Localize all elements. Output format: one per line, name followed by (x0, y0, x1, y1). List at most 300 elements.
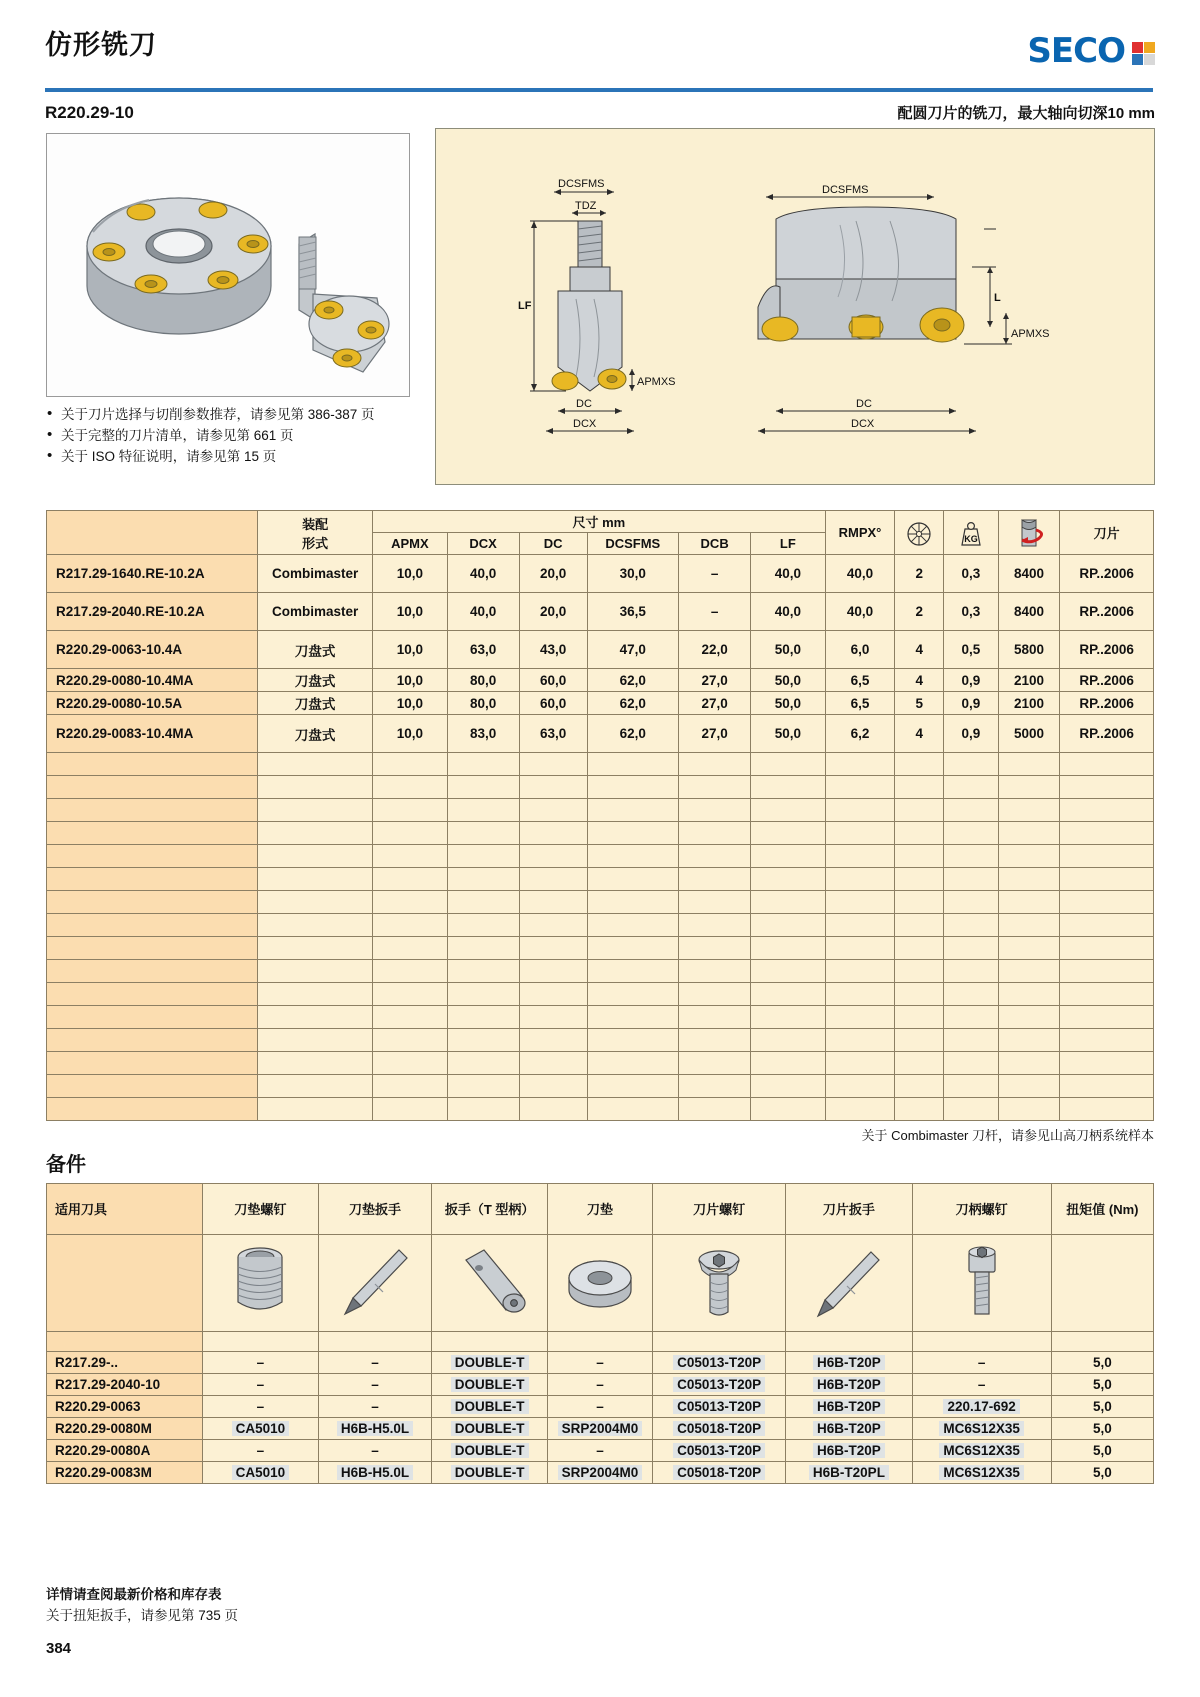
cell-empty (895, 937, 943, 960)
cell-apmx: 10,0 (373, 715, 447, 753)
cell-torque: 5,0 (1051, 1374, 1153, 1396)
cell-kg: 0,3 (943, 593, 998, 631)
cell-tool: R220.29-0080M (47, 1418, 203, 1440)
sp-spacer-cell (652, 1332, 785, 1352)
cell-empty (447, 1052, 519, 1075)
cell-rmpx: 6,5 (825, 669, 895, 692)
cell-insert_screw (652, 1418, 785, 1440)
spare-parts-row[interactable] (47, 1396, 1154, 1418)
cell-empty (998, 753, 1059, 776)
table-row-empty (47, 937, 1154, 960)
cell-insert_wrench (786, 1352, 912, 1374)
cell-empty (679, 1029, 751, 1052)
cell-empty (751, 1052, 825, 1075)
cell-empty (751, 776, 825, 799)
cell-model: R220.29-0083-10.4MA (47, 715, 258, 753)
cell-dcb: – (679, 593, 751, 631)
cell-empty (447, 822, 519, 845)
cell-empty (373, 799, 447, 822)
cell-rpm: 5800 (998, 631, 1059, 669)
cell-empty (373, 983, 447, 1006)
cell-empty (825, 845, 895, 868)
cell-empty (587, 960, 679, 983)
part-number: H6B-H5.0L (337, 1465, 413, 1480)
cell-empty (519, 1075, 587, 1098)
cell-empty (519, 1029, 587, 1052)
model-number: R220.29-10 (45, 103, 134, 122)
cell-empty (751, 914, 825, 937)
col-header-mount (258, 511, 373, 555)
cell-model: R217.29-1640.RE-10.2A (47, 555, 258, 593)
cell-shim_screw: – (203, 1352, 319, 1374)
cell-empty (519, 845, 587, 868)
cell-empty (943, 753, 998, 776)
sp-col-holder-screw: 刀柄螺钉 (912, 1184, 1051, 1235)
cell-empty (373, 914, 447, 937)
cell-dc: 60,0 (519, 692, 587, 715)
cell-empty (751, 753, 825, 776)
svg-text:APMXS: APMXS (1011, 328, 1050, 340)
sp-icon-blank (47, 1235, 203, 1332)
cell-insert: RP..2006 (1060, 593, 1154, 631)
cell-empty (373, 776, 447, 799)
cell-empty (998, 891, 1059, 914)
spare-parts-table (46, 1183, 1154, 1484)
cell-tool: R220.29-0063 (47, 1396, 203, 1418)
table-row-empty (47, 776, 1154, 799)
cell-empty (825, 753, 895, 776)
part-number: H6B-T20P (813, 1399, 885, 1414)
cell-empty (895, 868, 943, 891)
table-row-empty (47, 1098, 1154, 1121)
cell-dcx: 80,0 (447, 692, 519, 715)
cell-shim: – (547, 1374, 652, 1396)
cell-empty (258, 1006, 373, 1029)
cell-torque: 5,0 (1051, 1462, 1153, 1484)
cell-empty (943, 960, 998, 983)
table-row[interactable] (47, 715, 1154, 753)
spare-parts-row[interactable] (47, 1462, 1154, 1484)
col-header-insert: 刀片 (1060, 511, 1154, 555)
cell-shim_wrench: – (318, 1374, 432, 1396)
cell-empty (1060, 891, 1154, 914)
cell-empty (751, 983, 825, 1006)
cell-kg: 0,9 (943, 715, 998, 753)
cell-empty (751, 891, 825, 914)
cell-insert: RP..2006 (1060, 669, 1154, 692)
cell-empty (447, 1098, 519, 1121)
cell-empty (373, 822, 447, 845)
cell-empty (895, 891, 943, 914)
cell-empty (679, 1075, 751, 1098)
cell-empty (47, 845, 258, 868)
cell-apmx: 10,0 (373, 555, 447, 593)
page-footer (46, 1584, 238, 1626)
logo-squares-icon (1132, 42, 1155, 65)
cell-kg: 0,9 (943, 692, 998, 715)
cell-insert_screw (652, 1440, 785, 1462)
cell-empty (447, 1075, 519, 1098)
cell-empty (825, 868, 895, 891)
cell-empty (587, 891, 679, 914)
cell-empty (519, 1052, 587, 1075)
sub-header (45, 102, 1155, 123)
cell-dcsfms: 47,0 (587, 631, 679, 669)
cell-t_wrench (432, 1396, 548, 1418)
cell-shim_screw: – (203, 1374, 319, 1396)
cell-empty (587, 1098, 679, 1121)
part-number: DOUBLE-T (451, 1443, 529, 1458)
cell-insert_screw (652, 1374, 785, 1396)
note-item: • 关于完整的刀片清单，请参见第 661 页 (46, 425, 436, 446)
cell-shim_wrench: – (318, 1352, 432, 1374)
part-number: DOUBLE-T (451, 1377, 529, 1392)
cell-empty (519, 983, 587, 1006)
table-row[interactable] (47, 669, 1154, 692)
cell-holder_screw (912, 1440, 1051, 1462)
cell-empty (587, 1075, 679, 1098)
cell-empty (373, 1098, 447, 1121)
cell-torque: 5,0 (1051, 1418, 1153, 1440)
svg-text:TDZ: TDZ (575, 200, 597, 212)
specification-table (46, 510, 1154, 1121)
cell-empty (47, 868, 258, 891)
footer-line-1: 详情请查阅最新价格和库存表 (46, 1587, 222, 1602)
cell-empty (895, 1075, 943, 1098)
spare-parts-row[interactable] (47, 1352, 1154, 1374)
cell-kg: 0,9 (943, 669, 998, 692)
cell-dcsfms: 62,0 (587, 715, 679, 753)
cell-empty (519, 937, 587, 960)
cell-shim_wrench (318, 1462, 432, 1484)
sp-col-t-wrench: 扳手（T 型柄） (432, 1184, 548, 1235)
spare-parts-row[interactable] (47, 1374, 1154, 1396)
cell-empty (258, 822, 373, 845)
table-row-empty (47, 960, 1154, 983)
insert-screw-icon (652, 1235, 785, 1332)
technical-diagram (435, 128, 1155, 485)
cell-shim_wrench: – (318, 1440, 432, 1462)
sp-col-tool: 适用刀具 (47, 1184, 203, 1235)
svg-text:DC: DC (576, 398, 592, 410)
cell-empty (998, 822, 1059, 845)
shim-icon (547, 1235, 652, 1332)
sp-col-shim: 刀垫 (547, 1184, 652, 1235)
cell-empty (258, 960, 373, 983)
cell-empty (679, 1098, 751, 1121)
spare-parts-header-row (47, 1184, 1154, 1235)
cell-tool: R220.29-0080A (47, 1440, 203, 1462)
cell-empty (825, 1006, 895, 1029)
col-header-rmpx: RMPX° (825, 511, 895, 555)
cell-teeth: 2 (895, 593, 943, 631)
cell-empty (825, 1075, 895, 1098)
cell-empty (1060, 868, 1154, 891)
cell-empty (943, 868, 998, 891)
cell-dc: 60,0 (519, 669, 587, 692)
cell-empty (447, 1006, 519, 1029)
col-header-model (47, 511, 258, 555)
cell-holder_screw (912, 1396, 1051, 1418)
cell-empty (47, 1052, 258, 1075)
cell-empty (1060, 1029, 1154, 1052)
cell-empty (373, 753, 447, 776)
cell-empty (587, 776, 679, 799)
cell-empty (587, 845, 679, 868)
cell-empty (258, 776, 373, 799)
cell-empty (1060, 1006, 1154, 1029)
cell-empty (447, 799, 519, 822)
cell-lf: 50,0 (751, 631, 825, 669)
cell-mount: Combimaster (258, 593, 373, 631)
cell-empty (679, 822, 751, 845)
sp-col-shim-screw: 刀垫螺钉 (203, 1184, 319, 1235)
part-number: MC6S12X35 (939, 1421, 1024, 1436)
cell-empty (895, 776, 943, 799)
cell-t_wrench (432, 1418, 548, 1440)
cell-empty (519, 960, 587, 983)
cell-empty (1060, 983, 1154, 1006)
cell-empty (943, 1006, 998, 1029)
cell-empty (47, 1075, 258, 1098)
spare-parts-row[interactable] (47, 1418, 1154, 1440)
cell-empty (998, 776, 1059, 799)
cell-empty (373, 845, 447, 868)
table-row-empty (47, 1029, 1154, 1052)
page-header (45, 32, 1155, 59)
cell-rmpx: 40,0 (825, 593, 895, 631)
cell-empty (447, 891, 519, 914)
rpm-icon (999, 516, 1059, 550)
mount-label-line1: 装配 (302, 516, 329, 532)
cell-dcx: 40,0 (447, 593, 519, 631)
cell-dcx: 83,0 (447, 715, 519, 753)
cell-empty (519, 1006, 587, 1029)
sp-spacer-cell (786, 1332, 912, 1352)
part-number: C05013-T20P (673, 1399, 765, 1414)
svg-text:L: L (994, 292, 1001, 304)
cell-empty (587, 1006, 679, 1029)
cell-mount: 刀盘式 (258, 715, 373, 753)
cell-dcsfms: 62,0 (587, 692, 679, 715)
cell-empty (587, 799, 679, 822)
cell-rpm: 8400 (998, 593, 1059, 631)
cell-empty (943, 822, 998, 845)
cell-empty (373, 1075, 447, 1098)
cell-mount: 刀盘式 (258, 669, 373, 692)
cell-lf: 40,0 (751, 593, 825, 631)
cell-mount: 刀盘式 (258, 631, 373, 669)
cell-empty (895, 1006, 943, 1029)
cell-empty (47, 1029, 258, 1052)
part-number: C05013-T20P (673, 1377, 765, 1392)
cell-empty (258, 799, 373, 822)
cell-empty (47, 822, 258, 845)
table-row[interactable] (47, 631, 1154, 669)
cell-empty (519, 914, 587, 937)
cell-t_wrench (432, 1352, 548, 1374)
cell-empty (258, 891, 373, 914)
cell-empty (895, 1098, 943, 1121)
cell-torque: 5,0 (1051, 1396, 1153, 1418)
cell-insert_wrench (786, 1462, 912, 1484)
cell-shim_screw (203, 1418, 319, 1440)
part-number: CA5010 (232, 1465, 290, 1480)
cell-lf: 50,0 (751, 692, 825, 715)
cell-mount: 刀盘式 (258, 692, 373, 715)
cell-empty (751, 1075, 825, 1098)
cell-empty (258, 937, 373, 960)
cell-dcb: 27,0 (679, 669, 751, 692)
cell-rpm: 2100 (998, 692, 1059, 715)
spare-parts-body (47, 1352, 1154, 1484)
page-number: 384 (46, 1640, 72, 1657)
cell-empty (998, 1006, 1059, 1029)
cell-empty (751, 960, 825, 983)
cell-empty (447, 960, 519, 983)
cell-empty (998, 960, 1059, 983)
cell-empty (679, 960, 751, 983)
cell-empty (258, 1029, 373, 1052)
cell-dcsfms: 62,0 (587, 669, 679, 692)
cell-dcsfms: 30,0 (587, 555, 679, 593)
holder-screw-icon (912, 1235, 1051, 1332)
cell-empty (587, 1052, 679, 1075)
cell-empty (258, 1098, 373, 1121)
cell-kg: 0,3 (943, 555, 998, 593)
cell-insert: RP..2006 (1060, 715, 1154, 753)
cell-empty (1060, 845, 1154, 868)
cell-empty (447, 937, 519, 960)
sp-icon-blank-torque (1051, 1235, 1153, 1332)
cell-shim_screw: – (203, 1440, 319, 1462)
cell-shim (547, 1418, 652, 1440)
spare-parts-row[interactable] (47, 1440, 1154, 1462)
cell-empty (587, 753, 679, 776)
col-header-dcx: DCX (447, 533, 519, 555)
cell-empty (373, 1029, 447, 1052)
cell-empty (679, 799, 751, 822)
cell-dcx: 80,0 (447, 669, 519, 692)
svg-text:LF: LF (518, 300, 532, 312)
cell-model: R217.29-2040.RE-10.2A (47, 593, 258, 631)
cell-torque: 5,0 (1051, 1352, 1153, 1374)
cell-dc: 20,0 (519, 555, 587, 593)
col-header-apmx: APMX (373, 533, 447, 555)
cell-apmx: 10,0 (373, 692, 447, 715)
cell-empty (679, 1006, 751, 1029)
seco-logo (1027, 31, 1155, 71)
cell-empty (373, 1006, 447, 1029)
cell-empty (751, 868, 825, 891)
part-number: CA5010 (232, 1421, 290, 1436)
col-header-rpm (998, 511, 1059, 555)
svg-text:DCX: DCX (851, 418, 875, 430)
cell-kg: 0,5 (943, 631, 998, 669)
col-header-dcsfms: DCSFMS (587, 533, 679, 555)
cell-empty (373, 937, 447, 960)
sp-spacer-cell (912, 1332, 1051, 1352)
product-description: 配圆刀片的铣刀，最大轴向切深10 mm (897, 105, 1155, 122)
cell-empty (587, 1029, 679, 1052)
cell-empty (998, 1052, 1059, 1075)
cell-teeth: 4 (895, 669, 943, 692)
teeth-icon (895, 518, 942, 548)
svg-text:DC: DC (856, 398, 872, 410)
cell-shim_wrench (318, 1418, 432, 1440)
cell-empty (751, 845, 825, 868)
part-number: SRP2004M0 (558, 1465, 643, 1480)
kg-icon (944, 518, 998, 548)
cell-empty (825, 776, 895, 799)
cell-dcb: 22,0 (679, 631, 751, 669)
table-row[interactable] (47, 692, 1154, 715)
cell-insert: RP..2006 (1060, 631, 1154, 669)
cell-shim: – (547, 1396, 652, 1418)
cell-empty (825, 822, 895, 845)
cell-empty (751, 1098, 825, 1121)
cell-empty (998, 983, 1059, 1006)
cell-dc: 63,0 (519, 715, 587, 753)
table-row[interactable] (47, 593, 1154, 631)
cell-empty (998, 914, 1059, 937)
cell-empty (519, 891, 587, 914)
cell-empty (825, 891, 895, 914)
cell-empty (943, 937, 998, 960)
table-row-empty (47, 914, 1154, 937)
note-item: • 关于刀片选择与切削参数推荐，请参见第 386-387 页 (46, 404, 436, 425)
cell-empty (825, 983, 895, 1006)
cell-holder_screw: – (912, 1374, 1051, 1396)
cell-empty (943, 983, 998, 1006)
cell-dcb: – (679, 555, 751, 593)
cell-empty (943, 799, 998, 822)
cell-empty (47, 1006, 258, 1029)
cell-shim: – (547, 1440, 652, 1462)
cell-insert: RP..2006 (1060, 692, 1154, 715)
cell-torque: 5,0 (1051, 1440, 1153, 1462)
sp-col-insert-wrench: 刀片扳手 (786, 1184, 912, 1235)
cell-model: R220.29-0080-10.4MA (47, 669, 258, 692)
cell-empty (47, 1098, 258, 1121)
header-accent-rule (45, 88, 1153, 92)
part-number: C05018-T20P (673, 1465, 765, 1480)
specification-table-body (47, 555, 1154, 1121)
spare-parts-icon-row (47, 1235, 1154, 1332)
cell-empty (373, 960, 447, 983)
table-header-row-1 (47, 511, 1154, 533)
shim-wrench-icon (318, 1235, 432, 1332)
part-number: C05013-T20P (673, 1443, 765, 1458)
cell-empty (825, 1029, 895, 1052)
table-row[interactable] (47, 555, 1154, 593)
cell-dcx: 40,0 (447, 555, 519, 593)
cell-empty (943, 1052, 998, 1075)
cell-empty (679, 983, 751, 1006)
cell-empty (751, 799, 825, 822)
table-row-empty (47, 983, 1154, 1006)
cell-insert: RP..2006 (1060, 555, 1154, 593)
cell-empty (373, 1052, 447, 1075)
cell-empty (47, 937, 258, 960)
cell-empty (1060, 799, 1154, 822)
table-row-empty (47, 1052, 1154, 1075)
part-number: DOUBLE-T (451, 1465, 529, 1480)
cell-empty (943, 776, 998, 799)
sp-spacer-cell (1051, 1332, 1153, 1352)
col-header-teeth (895, 511, 943, 555)
cell-lf: 40,0 (751, 555, 825, 593)
